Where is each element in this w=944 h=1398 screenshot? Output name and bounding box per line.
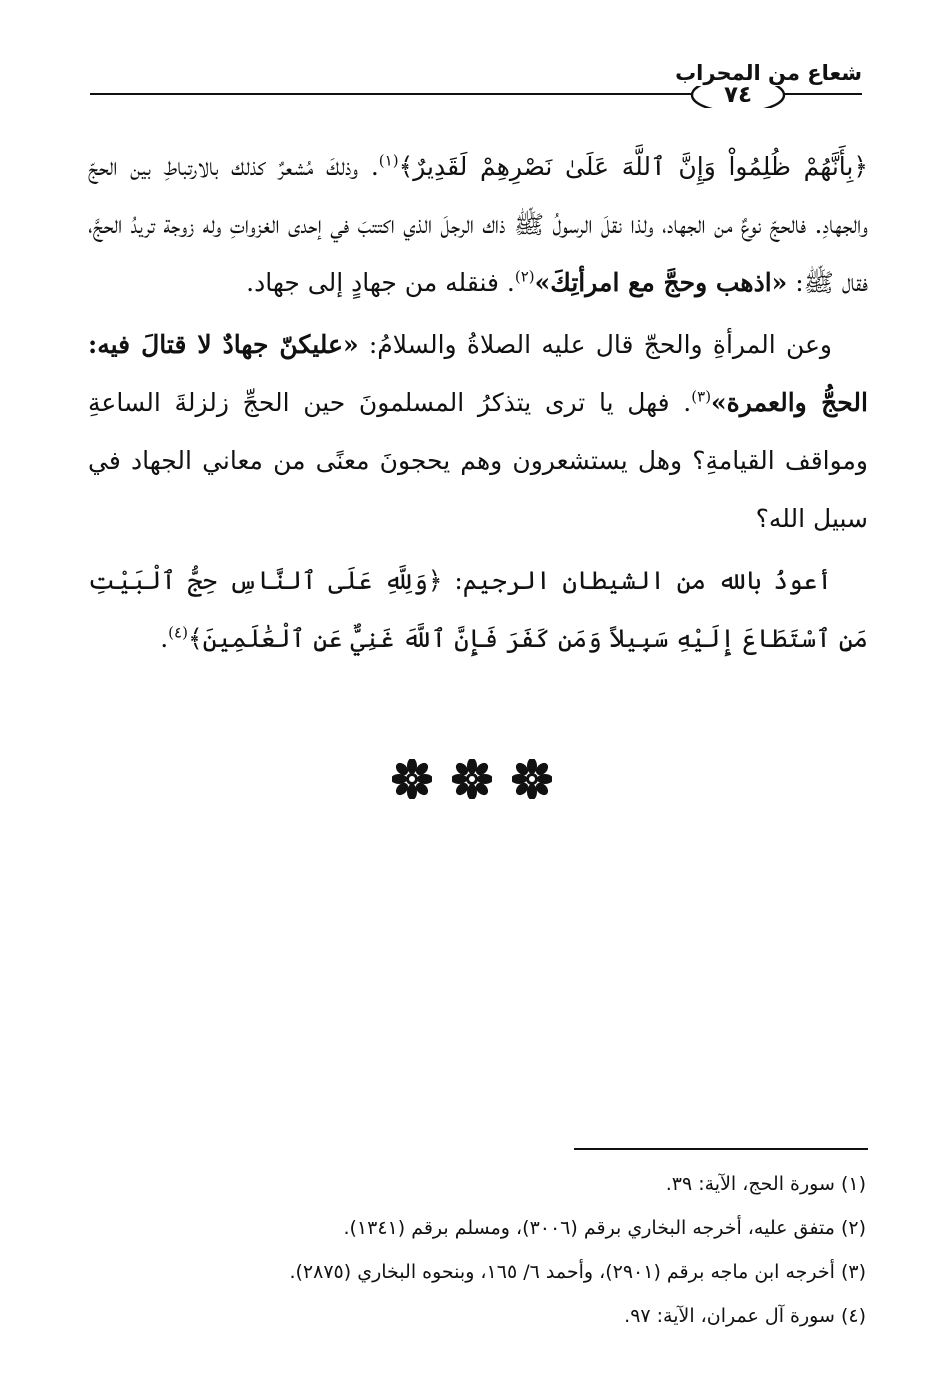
footnote-text: متفق عليه، أخرجه البخاري برقم (٣٠٠٦)، ومسلم برقم (١٣٤١). xyxy=(343,1217,835,1239)
paragraph-text: وعن المرأةِ والحجّ قال عليه الصلاةُ والسلامُ: xyxy=(358,330,832,359)
paragraph-text: . فهل يا ترى يتذكرُ المسلمونَ حين الحجِّ زلزلةَ الساعةِ ومواقف القيامةِ؟ وهل يستشعرون وهم يحجونَ معنًى من معاني الجهاد في سبيل الله؟ xyxy=(88,388,868,533)
flower-ornament-icon xyxy=(512,759,552,799)
footnote-3 xyxy=(76,1250,866,1294)
main-text xyxy=(88,138,868,668)
paragraph-3 xyxy=(88,552,868,668)
hadith-quote: «عليكنّ جهادٌ لا قتالَ فيه: الحجُّ والعمرة» xyxy=(88,330,868,417)
flower-ornament-icon xyxy=(392,759,432,799)
quran-verse: ﴿وَلِلَّهِ عَلَى ٱلنَّاسِ حِجُّ ٱلْبَيْتِ مَنِ ٱسْتَطَاعَ إِلَيْهِ سَبِيلاً وَمَن كَفَرَ فَإِنَّ ٱللَّهَ غَنِيٌّ عَنِ ٱلْعَٰلَمِينَ﴾ xyxy=(88,566,868,653)
section-divider-ornaments xyxy=(392,759,552,799)
footnote-marker: (٤) xyxy=(840,1305,866,1327)
footnote-ref-4: (٤) xyxy=(168,623,188,642)
footnotes xyxy=(76,1162,866,1338)
running-title: شعاع من المحراب xyxy=(675,61,862,85)
flower-ornament-icon xyxy=(452,759,492,799)
footnote-separator xyxy=(574,1148,868,1150)
page-number: ٧٤ xyxy=(723,82,753,108)
footnote-text: سورة آل عمران، الآية: ٩٧. xyxy=(624,1305,835,1327)
footnote-marker: (١) xyxy=(840,1173,866,1195)
footnote-marker: (٢) xyxy=(840,1217,866,1239)
footnote-2 xyxy=(76,1206,866,1250)
quran-verse: ﴿بِأَنَّهُمْ ظُلِمُواْ وَإِنَّ ٱللَّهَ عَلَىٰ نَصْرِهِمْ لَقَدِيرٌ﴾ xyxy=(398,152,868,181)
footnote-text: أخرجه ابن ماجه برقم (٢٩٠١)، وأحمد ٦/ ١٦٥، وبنحوه البخاري (٢٨٧٥). xyxy=(289,1261,835,1283)
paragraph-2 xyxy=(88,316,868,548)
footnote-1 xyxy=(76,1162,866,1206)
footnote-ref-1: (١) xyxy=(378,151,399,170)
paragraph-text: . xyxy=(160,624,169,653)
footnote-4 xyxy=(76,1294,866,1338)
paragraph-text: . وذلكَ مُشعرٌ كذلك بالارتباطِ بين الحجّ والجهادِ. فالحجّ نوعٌ من الجهاد، ولذا نقلَ الرسولُ ﷺ ذاك الرجلَ الذي اكتتبَ في إحدى الغزواتِ وله زوجة تريدُ الحجَّ، فقال ﷺ: xyxy=(88,152,868,297)
hadith-quote: «اذهب وحجَّ مع امرأتِكَ» xyxy=(534,268,788,297)
paragraph-text: . فنقله من جهادٍ إلى جهاد. xyxy=(246,268,515,297)
paragraph-text: أعوذُ بالله من الشيطان الرجيم: xyxy=(442,566,832,595)
footnote-ref-2: (٢) xyxy=(514,267,535,286)
footnote-ref-3: (٣) xyxy=(691,387,712,406)
paragraph-1 xyxy=(88,138,868,312)
footnote-text: سورة الحج، الآية: ٣٩. xyxy=(665,1173,835,1195)
footnote-marker: (٣) xyxy=(840,1261,866,1283)
